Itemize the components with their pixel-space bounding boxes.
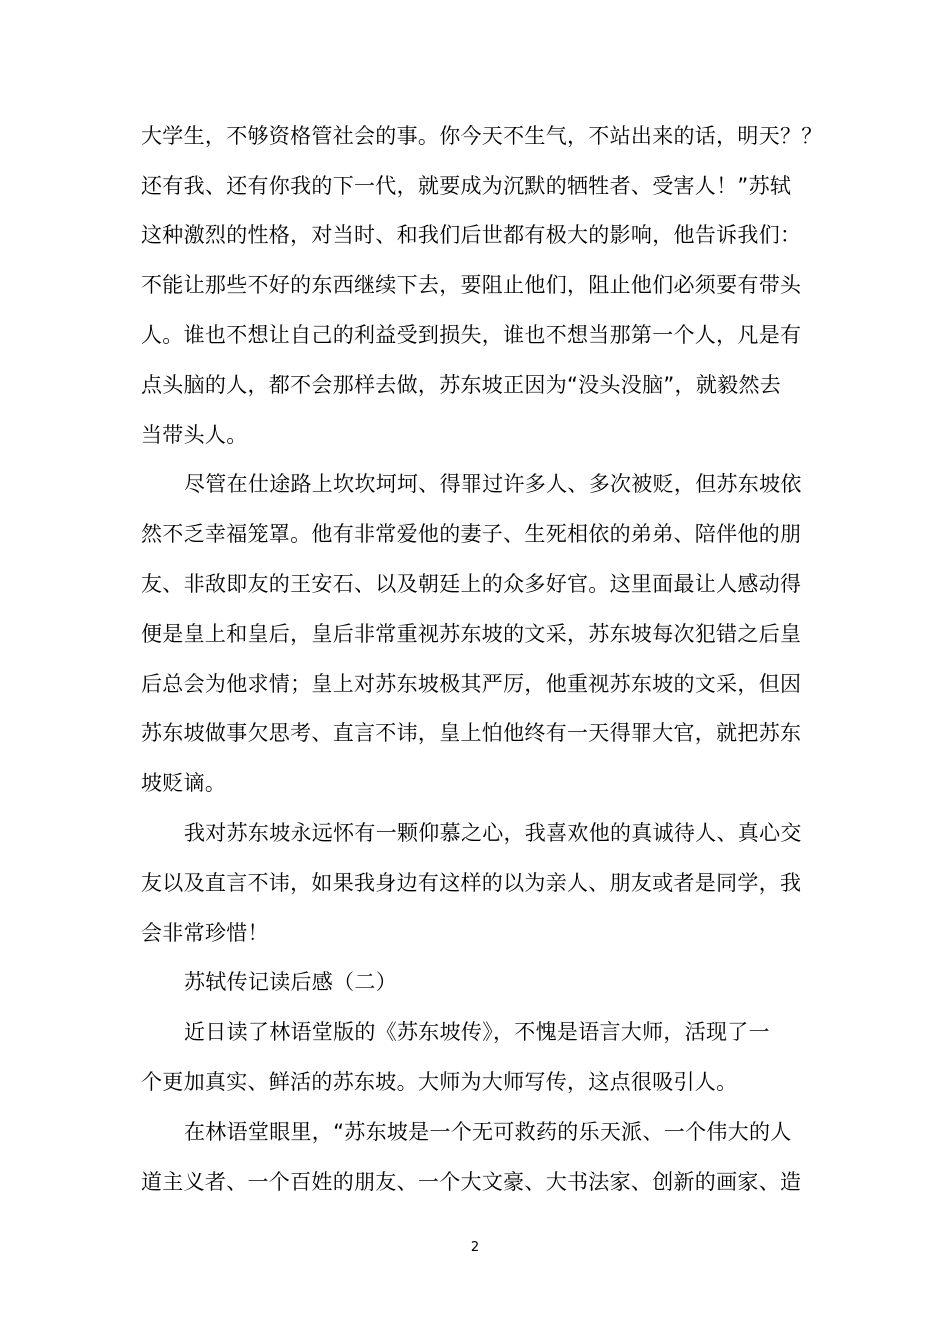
text-line: 坡贬谪。 [141,771,227,795]
text-line: 还有我、还有你我的下一代，就要成为沉默的牺牲者、受害人！”苏轼 [141,174,792,198]
text-line: 不能让那些不好的东西继续下去，要阻止他们，阻止他们必须要有带头 [141,273,802,297]
paragraph-start-line: 在林语堂眼里，“苏东坡是一个无可救药的乐天派、一个伟大的人 [184,1120,792,1144]
text-line: 友以及直言不讳，如果我身边有这样的以为亲人、朋友或者是同学，我 [141,871,802,895]
paragraph-start-line: 尽管在仕途路上坎坎坷坷、得罪过许多人、多次被贬，但苏东坡依 [184,472,802,496]
text-line: 点头脑的人，都不会那样去做，苏东坡正因为“没头没脑”，就毅然去 [141,373,782,397]
text-line: 便是皇上和皇后，皇后非常重视苏东坡的文采，苏东坡每次犯错之后皇 [141,622,802,646]
text-line: 个更加真实、鲜活的苏东坡。大师为大师写传，这点很吸引人。 [141,1070,738,1094]
paragraph-start-line: 我对苏东坡永远怀有一颗仰慕之心，我喜欢他的真诚待人、真心交 [184,821,802,845]
page-number: 2 [470,1240,480,1255]
text-line: 会非常珍惜！ [141,921,269,945]
section-heading: 苏轼传记读后感（二） [184,970,397,994]
text-line: 友、非敌即友的王安石、以及朝廷上的众多好官。这里面最让人感动得 [141,572,802,596]
paragraph-start-line: 近日读了林语堂版的《苏东坡传》，不愧是语言大师，活现了一 [184,1020,770,1044]
text-line: 苏东坡做事欠思考、直言不讳，皇上怕他终有一天得罪大官，就把苏东 [141,721,802,745]
text-line: 道主义者、一个百姓的朋友、一个大文豪、大书法家、创新的画家、造 [141,1170,802,1194]
text-line: 大学生，不够资格管社会的事。你今天不生气，不站出来的话，明天？？ [141,124,823,148]
text-line: 然不乏幸福笼罩。他有非常爱他的妻子、生死相依的弟弟、陪伴他的朋 [141,522,802,546]
text-line: 后总会为他求情；皇上对苏东坡极其严厉，他重视苏东坡的文采，但因 [141,672,802,696]
text-line: 当带头人。 [141,423,248,447]
text-line: 这种激烈的性格，对当时、和我们后世都有极大的影响，他告诉我们： [141,223,802,247]
text-line: 人。谁也不想让自己的利益受到损失，谁也不想当那第一个人，凡是有 [141,323,802,347]
